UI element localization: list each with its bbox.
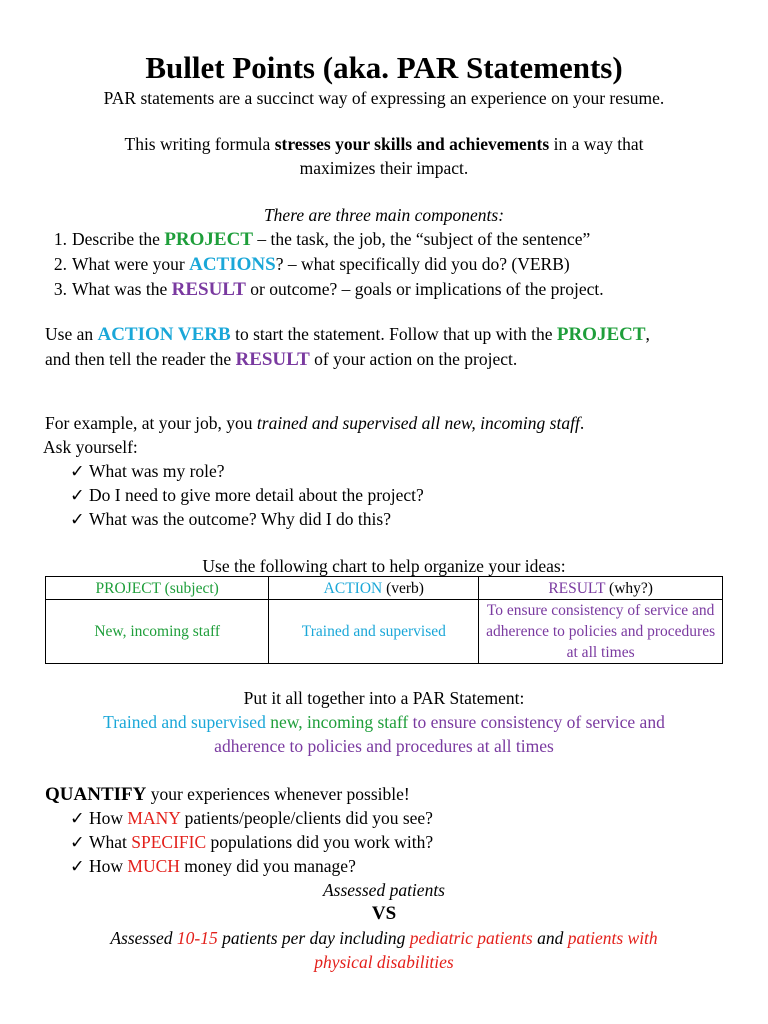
cell-result: To ensure consistency of service and adherence to policies and procedures at all times <box>479 600 723 664</box>
example-italic: trained and supervised all new, incoming staff <box>256 413 580 433</box>
formula-post1: in a way that <box>549 134 644 154</box>
q-key: MUCH <box>127 856 180 876</box>
quantify-bold: QUANTIFY <box>45 784 147 805</box>
statement-action: Trained and supervised <box>103 712 266 732</box>
after-b: patients per day including <box>217 928 410 948</box>
header-rest: (verb) <box>382 579 424 597</box>
component-key: PROJECT <box>164 229 254 250</box>
list-item <box>70 830 750 854</box>
intro-text: PAR statements are a succinct way of expressing an experience on your resume. <box>103 88 665 108</box>
table-header-row <box>46 577 723 600</box>
formula-bold: stresses your skills and achievements <box>274 134 550 154</box>
questions-list <box>70 459 750 531</box>
project-key: PROJECT <box>556 324 646 345</box>
formula-post2: maximizes their impact. <box>299 158 469 178</box>
use-action-verb-text <box>45 322 745 372</box>
component-post: or outcome? – goals or implications of the project. <box>245 279 604 299</box>
chart-intro: Use the following chart to help organize your ideas: <box>202 556 566 576</box>
components-list <box>45 227 745 302</box>
check-icon: ✓ <box>70 856 85 876</box>
after-c: pediatric patients <box>409 928 533 948</box>
check-icon: ✓ <box>70 461 85 481</box>
list-item <box>70 806 750 830</box>
statement-result-2: adherence to policies and procedures at all times <box>214 736 554 756</box>
header-key: RESULT <box>548 579 606 597</box>
component-post: ? – what specifically did you do? (VERB) <box>275 254 570 274</box>
item-number: 1. <box>53 229 67 249</box>
q-pre: How <box>89 856 128 876</box>
header-result <box>479 577 723 600</box>
check-icon: ✓ <box>70 808 85 828</box>
components-heading: There are three main components: <box>263 205 505 225</box>
component-item <box>45 227 745 252</box>
after-a: Assessed <box>110 928 177 948</box>
item-number: 3. <box>53 279 67 299</box>
list-item <box>70 459 750 483</box>
cell-project: New, incoming staff <box>46 600 269 664</box>
header-project <box>46 577 269 600</box>
par-statement <box>0 710 768 758</box>
after-num: 10-15 <box>176 928 218 948</box>
quantify-rest: your experiences whenever possible! <box>146 784 410 804</box>
question-text: What was my role? <box>89 461 225 481</box>
formula-text <box>0 132 768 180</box>
q-key: MANY <box>127 808 181 828</box>
component-pre: What were your <box>72 254 190 274</box>
header-action <box>269 577 479 600</box>
use-line-a: Use an <box>45 324 98 344</box>
header-rest: (subject) <box>160 579 219 597</box>
use-line-c: , <box>645 324 650 344</box>
use-line-b: to start the statement. Follow that up with the <box>230 324 557 344</box>
component-post: – the task, the job, the “subject of the sentence” <box>253 229 591 249</box>
header-rest: (why?) <box>605 579 653 597</box>
statement-result-1: to ensure consistency of service and <box>408 712 665 732</box>
check-icon: ✓ <box>70 485 85 505</box>
list-item <box>70 507 750 531</box>
q-key: SPECIFIC <box>131 832 207 852</box>
quantify-list <box>70 806 750 878</box>
cell-action: Trained and supervised <box>269 600 479 664</box>
header-key: ACTION <box>323 579 383 597</box>
list-item <box>70 483 750 507</box>
item-number: 2. <box>53 254 67 274</box>
component-pre: What was the <box>72 279 172 299</box>
use-line-d: and then tell the reader the <box>45 349 236 369</box>
component-item <box>45 277 745 302</box>
after-d: and <box>532 928 568 948</box>
result-key: RESULT <box>235 349 310 370</box>
example-post: . <box>579 413 585 433</box>
component-key: RESULT <box>171 279 246 300</box>
use-line-e: of your action on the project. <box>309 349 518 369</box>
compare-before: Assessed patients <box>322 880 445 900</box>
q-post: populations did you work with? <box>206 832 434 852</box>
table-row <box>46 600 723 664</box>
question-text: What was the outcome? Why did I do this? <box>89 509 391 529</box>
list-item <box>70 854 750 878</box>
compare-vs: VS <box>371 903 397 924</box>
question-text: Do I need to give more detail about the project? <box>89 485 424 505</box>
example-text <box>45 411 745 459</box>
component-item <box>45 252 745 277</box>
component-pre: Describe the <box>72 229 165 249</box>
q-pre: What <box>89 832 132 852</box>
par-table <box>45 576 723 664</box>
statement-project: new, incoming staff <box>265 712 409 732</box>
formula-pre: This writing formula <box>124 134 275 154</box>
check-icon: ✓ <box>70 509 85 529</box>
ask-yourself: Ask yourself: <box>43 437 138 457</box>
compare-after <box>0 926 768 974</box>
action-verb-key: ACTION VERB <box>97 324 231 345</box>
q-post: money did you manage? <box>179 856 356 876</box>
after-e: patients with <box>567 928 658 948</box>
quantify-line <box>45 782 745 807</box>
together-heading: Put it all together into a PAR Statement: <box>243 688 525 708</box>
example-pre: For example, at your job, you <box>45 413 257 433</box>
page-title: Bullet Points (aka. PAR Statements) <box>145 50 623 85</box>
q-pre: How <box>89 808 128 828</box>
q-post: patients/people/clients did you see? <box>180 808 433 828</box>
check-icon: ✓ <box>70 832 85 852</box>
component-key: ACTIONS <box>189 254 276 275</box>
header-key: PROJECT <box>95 579 161 597</box>
after-f: physical disabilities <box>314 952 454 972</box>
